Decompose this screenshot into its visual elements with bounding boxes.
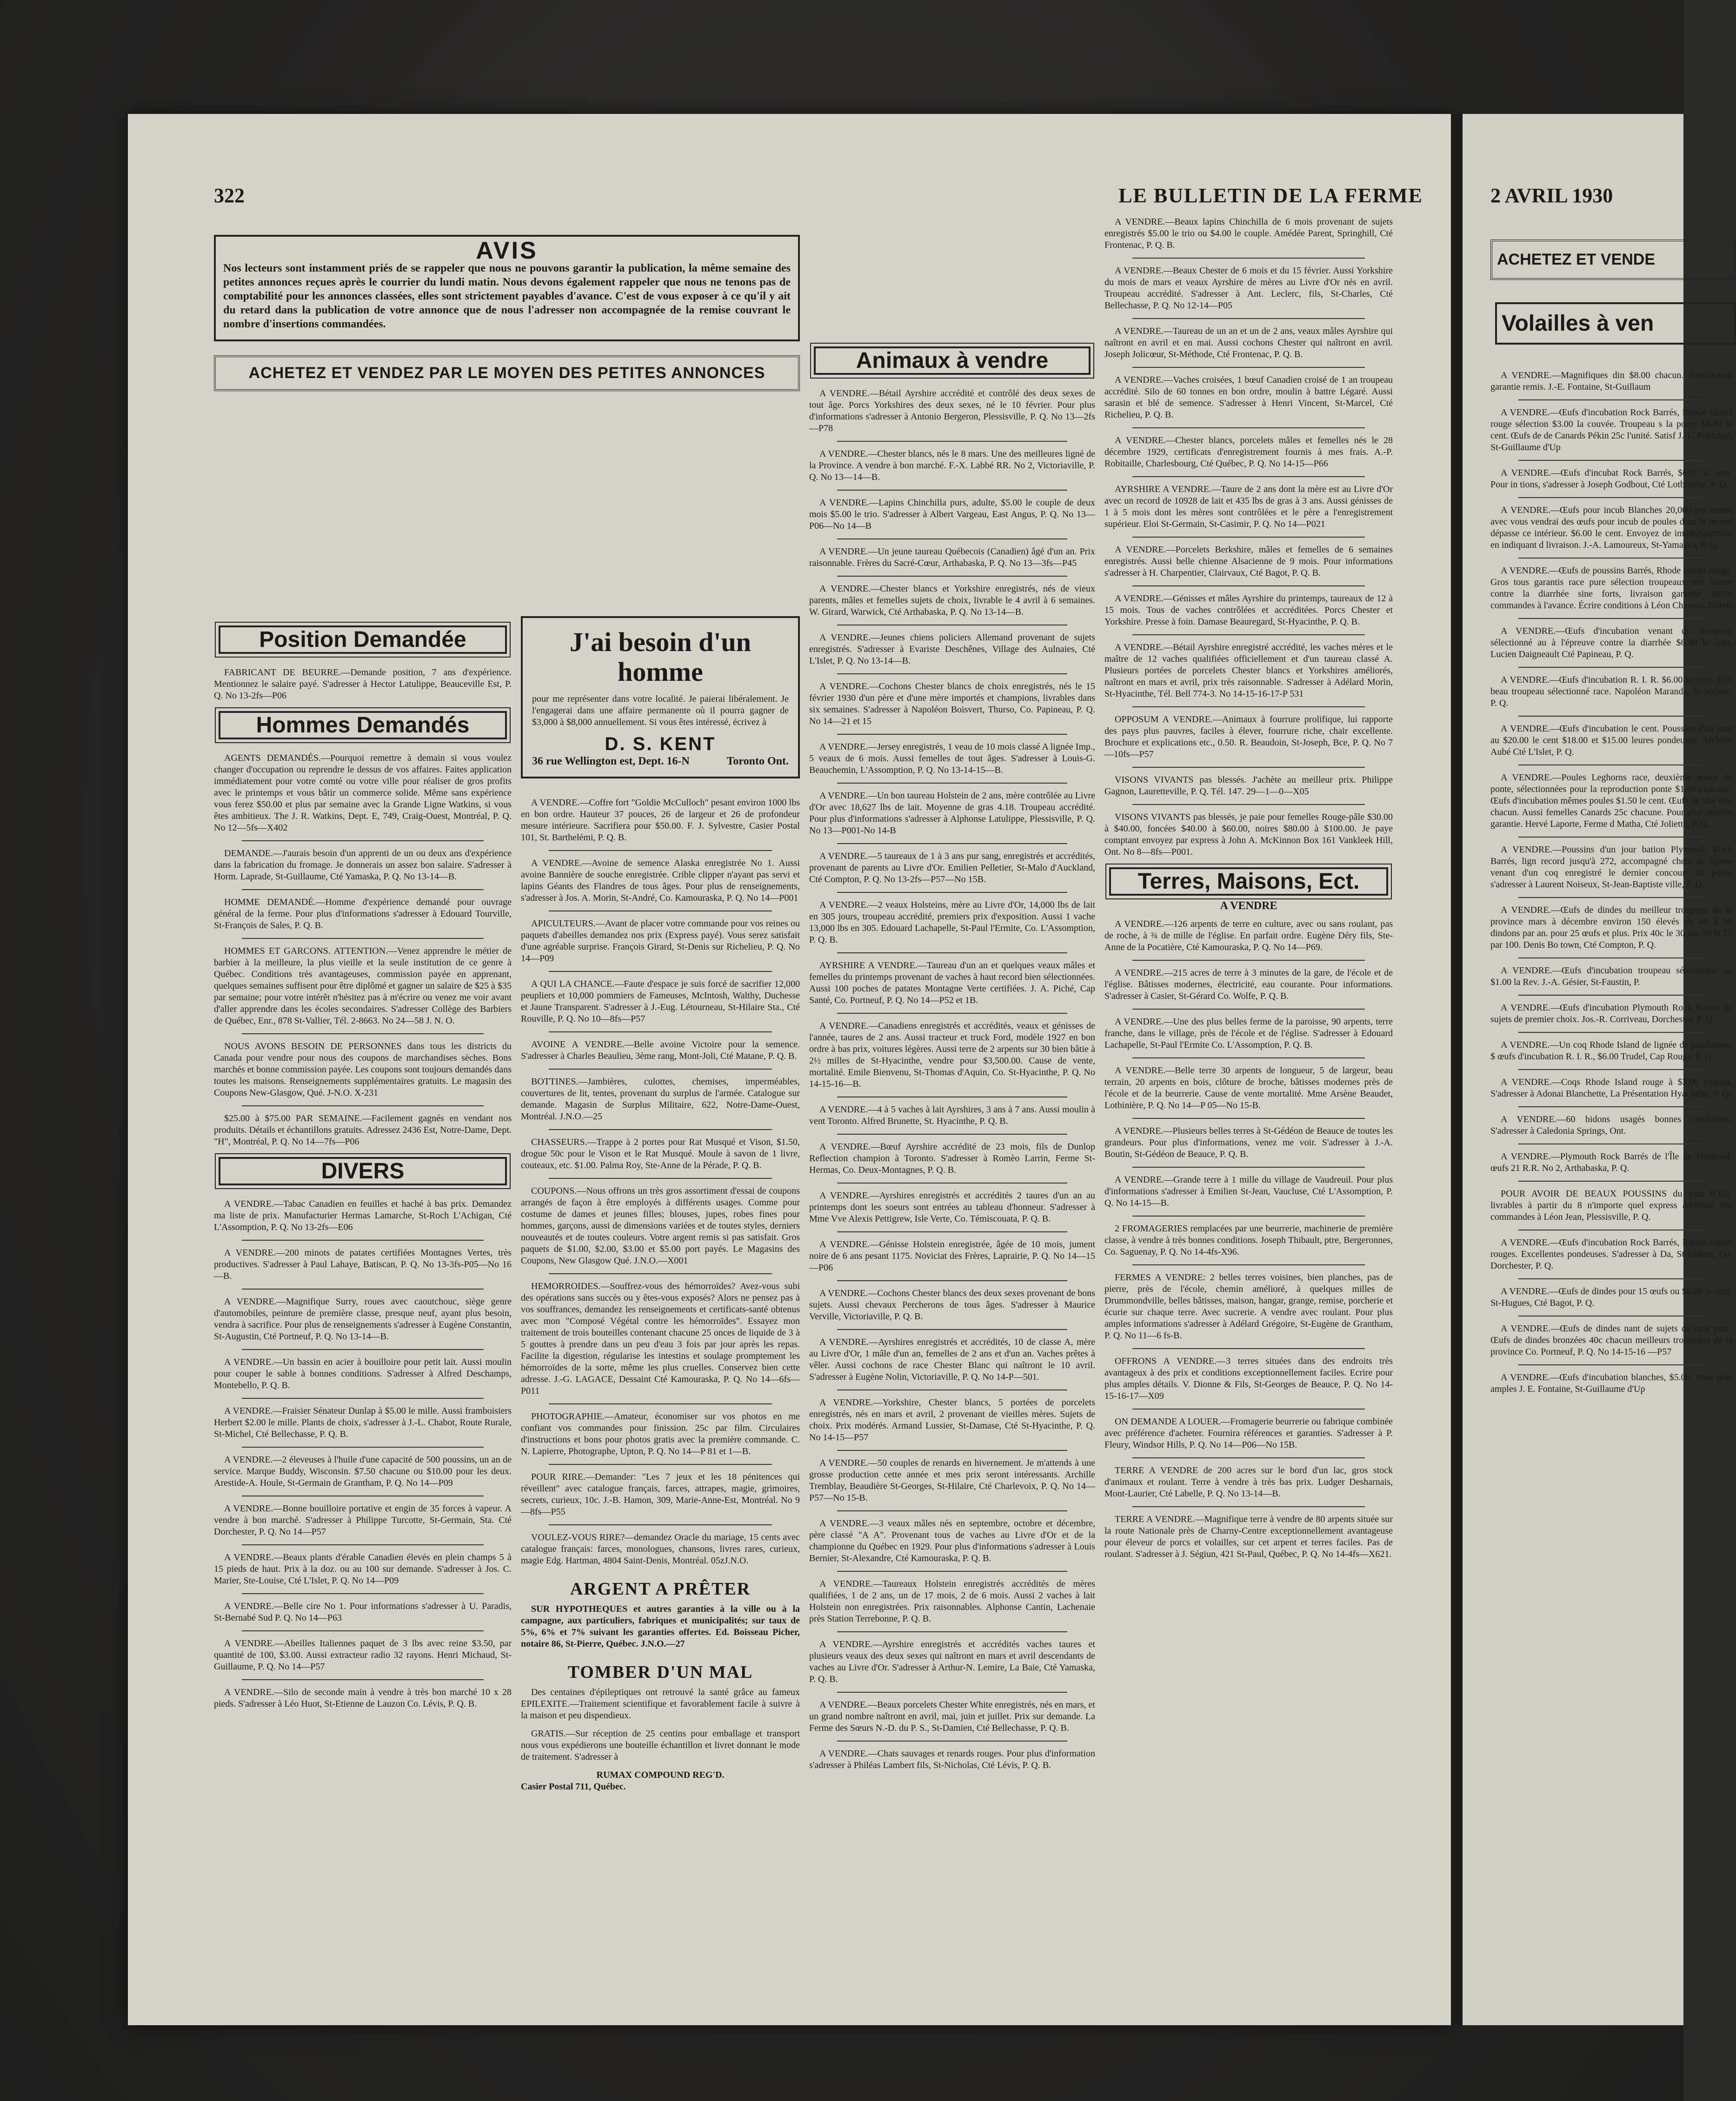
classified-ad: A VENDRE.—Œufs d'incubation Rock Barrés, Rhode Island rouges. Excellentes pondeuses. S'adresser à Da, St-Isidore, Co. Dorchester, P. Q.	[1490, 1237, 1732, 1271]
ad-divider	[837, 441, 1067, 442]
classified-ad: A VENDRE.—Un bon taureau Holstein de 2 ans, mère contrôlée au Livre d'Or avec 18,627 lbs de lait. Moyenne de gras 4.18. Troupeau accrédité. Pour plus d'informations s'adresser à Alphonse Latulippe, Plessisville, P. Q. No 13—P001-No 14-B	[809, 791, 1095, 836]
classified-ad: A VENDRE.—Œufs de dindes nant de sujets de race pure. Œufs de dindes bronzées 40c chacun meilleurs troupeaux de la province Co. Portneuf, P. Q. No 14-15-16 —P57	[1490, 1323, 1732, 1357]
mal-address: Casier Postal 711, Québec.	[521, 1782, 626, 1792]
classified-ad: A VENDRE.—Poussins d'un jour bation Plymouth Rock Barrés, lign record jusqu'à 272, accompagné chets de lignée venant d'un coq enregistré le dernier concours de ponte s'adresser à Laurent Noiseux, St-Jean-Baptiste ville, P. Q.	[1490, 844, 1732, 890]
classified-ad: A VENDRE.—Œufs d'incubation blanches, $5.00. Pour plus amples J. E. Fontaine, St-Guillaume d'Up	[1490, 1372, 1732, 1394]
volailles-ads	[1490, 370, 1732, 1402]
ad-divider	[837, 673, 1067, 674]
classified-ad: A VENDRE.—Œufs de dindes du meilleur troupeau de la province mars à décembre environ 150 élevés de 40 à 50 dindons par an. pour 25 œufs et plus. Prix 40c le 30 par 50 et 25 par 100. Denis Bo town, Cté Compton, P. Q.	[1490, 905, 1732, 950]
page-number: 322	[214, 184, 245, 207]
classified-ad: A VENDRE.—Cochons Chester blancs de choix enregistrés, nés le 15 février 1930 d'un père et d'une mère importés et champions, livrables dans six semaines. S'adresser à Napoléon Boisvert, Thurso, Co. Papineau, P. Q. No 14—21 et 15	[809, 681, 1095, 726]
classified-ad: FABRICANT DE BEURRE.—Demande position, 7 ans d'expérience. Mentionnez le salaire payé. S'adresser à Hector Latulippe, Beauceville Est, P. Q. No 13-2fs—P06	[214, 667, 512, 701]
ad-divider	[1518, 837, 1704, 838]
ad-divider	[1132, 1009, 1365, 1010]
column-4-ads	[1104, 216, 1393, 858]
classified-ad: A VENDRE.—Œufs d'incubation troupeau sélectionné au $1.00 la Rev. J.-A. Gésier, St-Faustin, P.	[1490, 965, 1732, 987]
ad-divider	[549, 1464, 772, 1465]
position-ads	[214, 667, 512, 702]
ad-divider	[837, 576, 1067, 577]
ad-divider	[549, 1524, 772, 1525]
ad-divider	[1132, 1348, 1365, 1349]
besoin-title: J'ai besoin d'un homme	[569, 627, 752, 687]
ad-divider	[1518, 497, 1704, 498]
classified-ad: APICULTEURS.—Avant de placer votre commande pour vos reines ou paquets d'abeilles demandez nos prix (Express payé). Vous serez satisfait d'une agréable surprise. François Girard, St-Denis sur Richelieu, P. Q. No 14—P09	[521, 918, 800, 964]
classified-ad: A VENDRE.—Œufs d'incubation le cent. Poussins d'un jour au $20.00 le cent $18.00 et $15.00 leures pondeuses. Archille Aubé Cté L'Islet, P. Q.	[1490, 724, 1732, 757]
classified-ad: AYRSHIRE A VENDRE.—Taureau d'un an et quelques veaux mâles et femelles du printemps provenant de vaches à haut record bien sélectionnées. Aussi 100 poches de patates Montagne Verte certifiées. J. A. Piché, Cap Santé, Co. Portneuf, P. Q. No 14—P52 et 1B.	[809, 960, 1095, 1005]
classified-ad: A VENDRE.—Œufs pour incub Blanches 20,000 par année avec vous vendrai des œufs pour incub de poules dont le record dépasse ce intérieur. $6.00 le cent. Envoyez de immédiatement en indiquant d livraison. J.-A. Lamoureux, St-Yamaska, P. Q.	[1490, 505, 1732, 550]
mal-title: TOMBER D'UN MAL	[567, 1662, 753, 1682]
ad-divider	[242, 1593, 484, 1594]
classified-ad: A VENDRE.—Grande terre à 1 mille du village de Vaudreuil. Pour plus d'informations s'adresser à Emilien St-Jean, Vaucluse, Cté L'Assomption, P. Q. No 14-15—B.	[1104, 1175, 1393, 1208]
page-title: LE BULLETIN DE LA FERME	[1118, 184, 1423, 207]
classified-ad: A VENDRE.—Jersey enregistrés, 1 veau de 10 mois classé A lignée Imp., 5 veaux de 6 mois. Aussi femelles de tout âges. S'adresser à Louis-G. Beauchemin, L'Assomption, P. Q. No 13-14-15—B.	[809, 742, 1095, 775]
classified-ad: A VENDRE.—Canadiens enregistrés et accrédités, veaux et génisses de l'année, taures de 2 ans. Aussi tracteur et truck Ford, modèle 1927 en bon ordre à bas prix, voitures légères. Aussi terre de 2 arpents sur 30 bien bâtie à 2½ milles de St-Hyacinthe, vendre pour $3,500.00. Cause de vente, mortalité. Emile Bienvenu, St-Thomas d'Aquin, Co. St-Hyacinthe, P. Q. No 14-15-16—B.	[809, 1021, 1095, 1089]
classified-ad: A VENDRE.—5 taureaux de 1 à 3 ans pur sang, enregistrés et accrédités, provenant de parents au Livre d'Or. Emilien Pelletier, St-Malo d'Auckland, Cté Compton, P. Q. No 13-2fs—P57—No 15B.	[809, 851, 1095, 884]
classified-ad: A VENDRE.—Poules Leghorns race, deuxième année de ponte, sélectionnées pour la reproduction ponte $1.50 chacune. Œufs d'incubation mêmes poules $1.50 le cent. Œufs de alsé 60e chacun. Aussi femelles Canards 25c chacune. Pour plus amples garantie. Hervé Laporte, Ferme d Matha, Cté Joliette, P. Q.	[1490, 772, 1732, 829]
ad-divider	[837, 734, 1067, 735]
ad-divider	[1132, 318, 1365, 319]
classified-ad: PHOTOGRAPHIE.—Amateur, économiser sur vos photos en me confiant vos commandes pour finission. 25c par film. Circulaires d'instructions et bons pour photos gratis avec la première commande. C. N. Lapierre, Photographe, Upton, P. Q. No 14—P 81 et 1—B.	[521, 1411, 800, 1456]
avis-area	[214, 235, 800, 408]
classified-ad: A VENDRE.—Œufs d'incubation Plymouth Rock Barrés de sujets de premier choix. Jos.-R. Corriveau, Dorchester, P. Q.	[1490, 1003, 1732, 1024]
terres-ads	[1104, 918, 1393, 1560]
avis-box	[214, 235, 800, 341]
ad-divider	[837, 1134, 1067, 1135]
column-2	[521, 616, 800, 1793]
ad-divider	[837, 1231, 1067, 1232]
classified-ad: A VENDRE.—Génisses et mâles Ayrshire du printemps, taureaux de 12 à 15 mois. Tous de vaches contrôlées et accréditées. Porcs Chester et Yorkshire. Presse à foin. Damase Beauregard, St-Hyacinthe, P. Q. B.	[1104, 593, 1393, 627]
besoin-address	[532, 756, 789, 767]
ad-divider	[837, 1280, 1067, 1281]
classified-ad: AYRSHIRE A VENDRE.—Taure de 2 ans dont la mère est au Livre d'Or avec un record de 10928 de lait et 435 lbs de gras à 3 ans. Aussi génisses de 1 à 5 mois dont les mères sont contrôlées et le père a l'enregistrement supérieur. Eloi St-Germain, St-Casimir, P. Q. No 14—P021	[1104, 484, 1393, 529]
ad-divider	[549, 1031, 772, 1032]
classified-ad: A VENDRE.—Ayrshires enregistrés et accrédités 2 taures d'un an au printemps dont les soeurs sont entrées au tableau d'honneur. S'adresser à Mme Vve Alexis Pettigrew, Isle Verte, Co. Témiscouata, P. Q. B.	[809, 1190, 1095, 1224]
ad-divider	[1518, 995, 1704, 996]
classified-ad: A VENDRE.—Beaux Chester de 6 mois et du 15 février. Aussi Yorkshire du mois de mars et veaux Ayrshire de mères au Livre d'Or nés en avril. Troupeau accrédité. S'adresser à Ant. Leclerc, fils, St-Charles, Cté Bellechasse, P. Q. No 12-14—P05	[1104, 266, 1393, 311]
classified-ad: A VENDRE.—Magnifiques din $8.00 chacun. Satisfaction garantie remis. J.-E. Fontaine, St-Guillaum	[1490, 370, 1732, 392]
argent-text: SUR HYPOTHEQUES et autres garanties à la ville ou à la campagne, aux particuliers, fabriques et municipalités; sur taux de 5%, 6% et 7% suivant les garanties offertes. Ed. Boisseau Picher, notaire 86, St-Pierre, Québec. J.N.O.—27	[521, 1604, 800, 1649]
ad-divider	[1518, 897, 1704, 898]
classified-ad: A VENDRE.—Œufs d'incubation Rock Barrés, Rhode Island rouge sélection $3.00 la couvée. Troupeau s la ponte $6.00 le cent. Œufs de de Canards Pékin 25c l'unité. Satisf J.-E. Fontaine, St-Guillaume d'Up	[1490, 407, 1732, 452]
section-hommes-demandes: Hommes Demandés	[219, 711, 507, 739]
ad-divider	[1132, 1167, 1365, 1168]
classified-ad: A VENDRE.—Jeunes chiens policiers Allemand provenant de sujets enregistrés. S'adresser à Evariste Deschênes, Village des Aulnaies, Cté L'Islet, P. Q. No 13-14—B.	[809, 632, 1095, 666]
terres-subhead: A VENDRE	[1220, 900, 1277, 912]
ad-divider	[242, 1544, 484, 1545]
section-divers: DIVERS	[219, 1157, 507, 1185]
ad-divider	[837, 1510, 1067, 1511]
besoin-text: pour me représenter dans votre localité. Je paierai libéralement. Je l'engagerai dans une affaire permanente où il pourra gagner de $3,000 à $8,000 annuellement. Si vous êtes intéressé, écrivez à	[532, 694, 789, 727]
classified-ad: AGENTS DEMANDÉS.—Pourquoi remettre à demain si vous voulez changer d'occupation ou reprendre le dessus de vos affaires. Faites application immédiatement pour votre comté ou votre ville pour réaliser de gros profits avec le printemps et vous bâtir un commerce solide. Même sans expérience vous ferez $50.00 et plus par semaine avec la Grande Ligne Watkins, si vous êtes ambitieux. The J. R. Watkins, Dept. E, 749, Craig-Ouest, Montréal, P. Q. No 12—5fs—X402	[214, 753, 512, 833]
besoin-firm: D. S. KENT	[605, 734, 716, 754]
avis-title: AVIS	[476, 237, 538, 264]
classified-ad: A VENDRE.—Bœuf Ayrshire accrédité de 23 mois, fils de Dunlop Reflection champion à Toronto. S'adresser à Romèo Larrin, Ferme St-Hermas, Co. Deux-Montagnes, P. Q. B.	[809, 1142, 1095, 1175]
classified-ad: A VENDRE.—Ayrshires enregistrés et accrédités, 10 de classe A, mère au Livre d'Or, 1 mâle d'un an, femelles de 2 ans et d'un an. Vaches prêtes à vêler. Aussi cochons de race Chester Blanc qui naîtront le 10 avril. S'adresser à Eugène Nolin, Victoriaville, P. Q. No 14-P—501.	[809, 1337, 1095, 1382]
classified-ad: A VENDRE.—Œufs d'incubation R. I. R. $6.00 le cent. Très beau troupeau sélectionné race. Napoléon Maranda, St-Isidore, P. Q.	[1490, 675, 1732, 708]
classified-ad: A VENDRE.—Beaux porcelets Chester White enregistrés, nés en mars, et un grand nombre naîtront en avril, mai, juin et juillet. Prix sur demande. La Ferme des Sœurs N.-D. du P. S., St-Damien, Cté Bellechasse, P. Q. B.	[809, 1700, 1095, 1733]
ad-divider	[837, 892, 1067, 893]
ad-divider	[1132, 1264, 1365, 1265]
classified-ad: A VENDRE.—Œufs d'incubation venant du troupeau sélectionné au à l'épreuve contre la diarrhée $6.00 le cent. Lucien Daigneault Cté Papineau, P. Q.	[1490, 626, 1732, 659]
classified-ad: TERRE A VENDRE de 200 acres sur le bord d'un lac, gros stock d'animaux et roulant. Terre à vendre à très bas prix. Ludger Desharnais, Mont-Laurier, Cté Labelle, P. Q. No 13-14—B.	[1104, 1465, 1393, 1499]
classified-ad: TERRE A VENDRE.—Magnifique terre à vendre de 80 arpents située sur la route Nationale près de Charny-Centre exceptionnellement avantageuse pour éleveur de porcs et volailles, sur cet arpent et terres faciles. Pas de roulant. S'adresser à J. Ségiun, 421 St-Paul, Québec, P. Q. No 14-4fs—X621.	[1104, 1514, 1393, 1559]
classified-ad: A VENDRE.—Yorkshire, Chester blancs, 5 portées de porcelets enregistrés, nés en mars et avril, 2 provenant de vieilles mères. Sujets de choix. Prix modérés. Armand Lussier, St-Damase, Cté St-Hyacinthe, P. Q. No 14-15—P57	[809, 1397, 1095, 1443]
ad-divider	[1132, 537, 1365, 538]
classified-ad: FERMES A VENDRE: 2 belles terres voisines, bien planches, pas de pierre, près de l'école, chemin amélioré, à quelques milles de Drummondville, belles bâtisses, maison, hangar, grange, remise, porcherie et écurie sur chaque terre. Avec sucrerie. A vendre avec roulant. Pour plus amples informations s'adresser à Adélard Grégoire, St-Eugène de Grantham, P. Q. No 11—6 fs-B.	[1104, 1272, 1393, 1341]
classified-ad: A QUI LA CHANCE.—Faute d'espace je suis forcé de sacrifier 12,000 peupliers et 10,000 pommiers de Fameuses, McIntosh, Walthy, Duchesse et Jaune Transparent. S'adresser à J.-Eug. Létourneau, St-Hilaire Sta., Cté Rouville, P. Q. No 10—8fs—P57	[521, 979, 800, 1024]
section-animaux: Animaux à vendre	[814, 346, 1091, 375]
ad-divider	[837, 1692, 1067, 1693]
hommes-ads	[214, 752, 512, 1148]
ad-divider	[837, 843, 1067, 844]
ad-divider	[1518, 667, 1704, 668]
ad-divider	[242, 840, 484, 841]
ad-divider	[549, 1403, 772, 1404]
classified-ad: VISONS VIVANTS pas blessés, je paie pour femelles Rouge-pâle $30.00 à $40.00, foncées $40.00 à $60.00, noires $80.00 à $100.00. Je paye comptant envoyez par express à John A. McKinnon Box 161 Vankleek Hill, Ont. No 8—8fs—P001.	[1104, 812, 1393, 857]
ad-divider	[837, 952, 1067, 953]
ad-divider	[1132, 1457, 1365, 1458]
ad-divider	[1518, 716, 1704, 717]
classified-ad: A VENDRE.—2 veaux Holsteins, mère au Livre d'Or, 14,000 lbs de lait en 305 jours, troupeau accrédité, premiers prix d'exposition. Aussi 1 vache 13,000 lbs en 305. Edouard Lachapelle, St-Paul l'Ermite, Co. L'Assomption, P. Q. B.	[809, 900, 1095, 945]
classified-ad: 2 FROMAGERIES remplacées par une beurrerie, machinerie de première classe, à vendre à très bonnes conditions. Joseph Thibault, ptre, Bergeronnes, Co. Saguenay, P. Q. No 14-4fs-X96.	[1104, 1223, 1393, 1257]
classified-ad: A VENDRE.—50 couples de renards en hivernement. Je m'attends à une grosse production cette année et mes prix seront intéressants. Archille Tremblay, Beaudière St-Georges, St-Hilaire, Cté Charlevoix, P. Q. No 14—P57—No 15-B.	[809, 1458, 1095, 1503]
classified-ad: A VENDRE.—Vaches croisées, 1 bœuf Canadien croisé de 1 an troupeau accrédité. Silo de 60 tonnes en bon ordre, moulin à battre Légaré. Aussi sarasin et blé de semence. S'adresser à Henri Vincent, St-Marcel, Cté Richelieu, P. Q. B.	[1104, 375, 1393, 420]
classified-ad: AVOINE A VENDRE.—Belle avoine Victoire pour la semence. S'adresser à Charles Beaulieu, 3ème rang, Mont-Joli, Cté Matane, P. Q. B.	[521, 1039, 800, 1061]
ad-divider	[1518, 1278, 1704, 1279]
ad-divider	[1132, 476, 1365, 477]
page-header	[214, 184, 1423, 212]
newspaper-page	[128, 114, 1451, 2025]
besoin-street: 36 rue Wellington est, Dept. 16-N	[532, 755, 690, 767]
ad-divider	[1132, 804, 1365, 805]
ad-divider	[242, 1398, 484, 1399]
ad-divider	[1518, 1364, 1704, 1365]
mal-firm: RUMAX COMPOUND REG'D.	[596, 1770, 725, 1780]
ad-divider	[1132, 427, 1365, 428]
ad-divider	[1132, 767, 1365, 768]
classified-ad: A VENDRE.—Abeilles Italiennes paquet de 3 lbs avec reine $3.50, par quantité de 100, $3.00. Aussi extracteur radio 32 rayons. Henri Michaud, St-Guillaume, P. Q. No 14—P57	[214, 1638, 512, 1672]
ad-divider	[1132, 367, 1365, 368]
ad-divider	[1132, 960, 1365, 961]
classified-ad: A VENDRE.—Belle terre 30 arpents de longueur, 5 de largeur, beau terrain, 20 arpents en bois, clôture de broche, bâtisses modernes près de l'école et de la beurrerie. Cause de vente mortalité. Mme Arsène Beaudet, Lotbinière, P. Q. No 14—P 05—No 15-B.	[1104, 1065, 1393, 1110]
column-4	[1104, 216, 1393, 1567]
ad-divider	[242, 1349, 484, 1350]
ad-divider	[242, 1105, 484, 1106]
argent-title: ARGENT A PRÊTER	[570, 1579, 751, 1599]
column-3	[809, 235, 1095, 1778]
adjacent-date: 2 AVRIL 1930	[1490, 184, 1613, 207]
classified-ad: A VENDRE.—Bétail Ayrshire enregistré accrédité, les vaches mères et le maître de 12 vaches qualifiées officiellement et d'un taureau classé A. Plusieurs portées de porcelets Chester blancs et Yorkshires améliorés, naîtront en mars et avril, prix très raisonnable. S'adresser à Adélard Morin, St-Hyacinthe, Tél. Bell 774-3. No 14-15-16-17-P 531	[1104, 642, 1393, 699]
classified-ad: A VENDRE.—60 bidons usagés bonnes conditions. S'adresser à Caledonia Springs, Ont.	[1490, 1114, 1732, 1136]
classified-ad: A VENDRE.—Chats sauvages et renards rouges. Pour plus d'information s'adresser à Philéas Lambert fils, St-Nicholas, Cté Lévis, P. Q. B.	[809, 1749, 1095, 1770]
classified-ad: VOULEZ-VOUS RIRE?—demandez Oracle du mariage, 15 cents avec catalogue français: farces, monologues, chansons, livres rares, curieux, magie Edg. Hartman, 4804 Saint-Denis, Montréal. 05zJ.N.O.	[521, 1532, 800, 1566]
besoin-city: Toronto Ont.	[726, 755, 789, 767]
ad-divider	[1132, 1216, 1365, 1217]
ad-divider	[837, 1741, 1067, 1742]
ad-divider	[837, 1571, 1067, 1572]
ad-divider	[242, 1630, 484, 1631]
animaux-ads	[809, 388, 1095, 1771]
ad-divider	[1132, 706, 1365, 707]
classified-ad: A VENDRE.—Génisse Holstein enregistrée, âgée de 10 mois, jument noire de 6 ans pesant 1175. Noviciat des Frères, Laprairie, P. Q. No 14—15—P06	[809, 1239, 1095, 1273]
buy-sell-banner: ACHETEZ ET VENDEZ PAR LE MOYEN DES PETITES ANNONCES	[214, 355, 800, 391]
ad-divider	[1132, 1409, 1365, 1410]
classified-ad: A VENDRE.—Porcelets Berkshire, mâles et femelles de 6 semaines enregistrés. Aussi belle chienne Alsacienne de 9 mois. Pour informations s'adresser à H. Charpentier, Clairvaux, Cté Bagot, P. Q. B.	[1104, 545, 1393, 578]
ad-divider	[1518, 1069, 1704, 1070]
ad-divider	[1132, 1057, 1365, 1058]
classified-ad: A VENDRE.—Beaux plants d'érable Canadien élevés en plein champs 5 à 15 pieds de haut. Prix à la doz. ou au 100 sur demande. S'adresser à Jos. C. Marier, Ste-Louise, Cté L'Islet, P. Q. No 14—P09	[214, 1552, 512, 1586]
ad-divider	[1518, 460, 1704, 461]
ad-divider	[1132, 585, 1365, 586]
classified-ad: A VENDRE.—Bonne bouilloire portative et engin de 35 forces à vapeur. A vendre à bon marché. S'adresser à Philippe Turcotte, St-Germain, Sta. Cté Dorchester, P. Q. No 14—P57	[214, 1503, 512, 1537]
classified-ad: A VENDRE.—Plymouth Rock Barrés de l'Île de Montréal, œufs 21 R.R. No 2, Arthabaska, P. Q.	[1490, 1151, 1732, 1173]
classified-ad: A VENDRE.—Un bassin en acier à bouilloire pour petit lait. Aussi moulin pour couper le sable à bonnes conditions. S'adresser à Alfred Deschamps, Montebello, P. Q. B.	[214, 1357, 512, 1390]
ad-divider	[837, 783, 1067, 784]
classified-ad: A VENDRE.—Silo de seconde main à vendre à très bon marché 10 x 28 pieds. S'adresser à Léo Huot, St-Etienne de Lauzon Co. Lévis, P. Q. B.	[214, 1687, 512, 1709]
classified-ad: A VENDRE.—Cochons Chester blancs des deux sexes provenant de bons sujets. Aussi chevaux Percherons de tous âges. S'adresser à Maurice Verville, Victoriaville, P. Q. B.	[809, 1288, 1095, 1322]
ad-divider	[1132, 634, 1365, 635]
ad-divider	[1518, 957, 1704, 958]
section-terres: Terres, Maisons, Ect.	[1109, 867, 1388, 896]
classified-ad: ON DEMANDE A LOUER.—Fromagerie beurrerie ou fabrique combinée avec préférence d'acheter. Fournira références et garanties. S'adresser à P. Fleury, Windsor Hills, P. Q. No 14—P06—No 15B.	[1104, 1416, 1393, 1450]
classified-ad: A VENDRE.—200 minots de patates certifiées Montagnes Vertes, très productives. S'adresser à Paul Lahaye, Batiscan, P. Q. No 13-3fs-P05—No 16—B.	[214, 1248, 512, 1281]
classified-ad: A VENDRE.—Ayrshire enregistrés et accrédités vaches taures et plusieurs veaux des deux sexes qui naîtront en mars et avril descendants de vaches au Livre d'Or. S'adresser à Arthur-N. Lemire, La Baie, Cté Yamaska, P. Q. B.	[809, 1639, 1095, 1684]
besoin-ad-box	[521, 616, 800, 778]
ad-divider	[242, 938, 484, 939]
ad-divider	[242, 1240, 484, 1241]
classified-ad: OFFRONS A VENDRE.—3 terres situées dans des endroits très avantageux à des prix et conditions exceptionnellement faciles. Ecrire pour plus amples détails. V. Dionne & Fils, St-Georges de Beauce, P. Q. No 14-15-16-17—X09	[1104, 1356, 1393, 1401]
classified-ad: A VENDRE.—Bétail Ayrshire accrédité et contrôlé des deux sexes de tout âge. Porcs Yorkshires des deux sexes, né le 10 février. Pour plus d'informations s'adresser à Antonio Bergeron, Plessisville, P. Q. No 13—2fs—P78	[809, 388, 1095, 433]
ad-divider	[1132, 1118, 1365, 1119]
ad-divider	[242, 1447, 484, 1448]
ad-divider	[837, 1631, 1067, 1632]
ad-divider	[1518, 1032, 1704, 1033]
ad-divider	[837, 1329, 1067, 1330]
classified-ad: HOMMES ET GARCONS. ATTENTION.—Venez apprendre le métier de barbier à la meilleure, la plus vieille et la seule institution de ce genre à Québec. Conditions très avantageuses, commission payée en apprenant, quelques semaines suffisent pour être diplômé et gagner un salaire de $25 à $35 par semaine; pour votre intérêt n'hésitez pas à m'écrire ou venez me voir avant d'aller apprendre dans les écoles secondaires. S'adresser Collège des Barbiers de Québec, Enr., 878 St-Vallier, Tél. 2-8663. No 24—58 J. N. O.	[214, 946, 512, 1026]
column-2-ads	[521, 797, 800, 1567]
classified-ad: A VENDRE.—Lapins Chinchilla purs, adulte, $5.00 le couple de deux mois $5.00 le trio. S'adresser à Albert Vargeau, East Angus, P. Q. No 13—P06—No 14—B	[809, 498, 1095, 531]
classified-ad: DEMANDE.—J'aurais besoin d'un apprenti de un ou deux ans d'expérience dans la fabrication du fromage. Je donnerais un assez bon salaire. S'adresser à Horm. Laprade, St-Guillaume, Cté Yamaska, P. Q. No 13-14—B.	[214, 848, 512, 882]
ad-divider	[1518, 1106, 1704, 1107]
classified-ad: A VENDRE.—Œufs d'incubat Rock Barrés, $6.00 le cent. Pour in tions, s'adresser à Joseph Godbout, Cté Lotbinière, P. Q.	[1490, 468, 1732, 490]
classified-ad: A VENDRE.—Coqs Rhode Island rouge à $3.00 chacun. S'adresser à Adonai Blanchette, La Présentation Hyacinthe, P. Q.	[1490, 1077, 1732, 1099]
classified-ad: BOTTINES.—Jambières, culottes, chemises, imperméables, couvertures de lit, tentes, provenant du surplus de l'armée. Catalogue sur demande. Magasin de Surplus Militaire, 622, Notre-Dame-Ouest, Montréal. J.N.O.—25	[521, 1077, 800, 1122]
classified-ad: A VENDRE.—3 veaux mâles nés en septembre, octobre et décembre, père classé "A A". Provenant tous de vaches au Livre d'Or et de la championne du Québec en 1929. Pour plus d'informations s'adresser à Louis Bernier, St-Alexandre, Cté Kamouraska, P. Q. B.	[809, 1518, 1095, 1563]
classified-ad: $25.00 à $75.00 PAR SEMAINE.—Facilement gagnés en vendant nos produits. Détails et échantillons gratuits. Adressez 2436 Est, Notre-Dame, Dept. "H", Montréal, P. Q. No 14—7fs—P06	[214, 1113, 512, 1147]
ad-divider	[1132, 1506, 1365, 1507]
classified-ad: A VENDRE.—Fraisier Sénateur Dunlap à $5.00 le mille. Aussi framboisiers Herbert $2.00 le mille. Plants de choix, s'adresser à J.-L. Chabot, Route Rurale, St-Michel, Cté Bellechasse, P. Q. B.	[214, 1406, 512, 1439]
ad-divider	[549, 1273, 772, 1274]
classified-ad: A VENDRE.—Magnifique Surry, roues avec caoutchouc, siège genre d'automobiles, peinture de première classe, presque neuf, ayant plus besoin, vendra à sacrifice. Pour plus de renseignements s'adresser à Eugène Constantin, St-Augustin, Cté Portneuf, P. Q. No 13-14—B.	[214, 1297, 512, 1342]
classified-ad: NOUS AVONS BESOIN DE PERSONNES dans tous les districts du Canada pour vendre pour nous des coupons de marchandises sèches. Bons marchés et bonne commission payée. Les coupons sont toujours demandés dans toutes les maisons. Renseignements supplémentaires gratuits. Le magasin des Coupons New-Glasgow, Qué. J-N.O. X-231	[214, 1041, 512, 1098]
classified-ad: HEMORROIDES.—Souffrez-vous des hémorroïdes? Avez-vous subi des opérations sans succès ou y êtes-vous exposés? Alors ne pensez pas à vos souffrances, demandez les renseignements et certificats-santé obtenus avec mon "Composé Végétal contre les hémorroïdes". Essayez mon traitement de trois bouteilles contenant chacune 25 onces de liquide de 3 à 5 gouttes à prendre dans un peu d'eau 3 fois par jour après les repas. Facilite la digestion, régularise les intestins et soulage promptement les hémorroïdes de la sorte, même les plus cruelles. Conservez bien cette adresse. J.-G. LAGACE, Dessaint Cté Kamouraska, P. Q. No 14—6fs—P011	[521, 1281, 800, 1396]
adjacent-banner: ACHETEZ ET VENDE	[1490, 239, 1736, 280]
ad-divider	[1518, 399, 1704, 400]
ad-divider	[1518, 618, 1704, 619]
ad-divider	[242, 1033, 484, 1034]
ad-divider	[549, 1129, 772, 1130]
divers-ads	[214, 1198, 512, 1710]
classified-ad: A VENDRE.—Plusieurs belles terres à St-Gédéon de Beauce de toutes les grandeurs. Pour plus d'informations, venez me voir. S'adresser à J.-A. Boutin, St-Gédéon de Beauce, P. Q. B.	[1104, 1126, 1393, 1159]
classified-ad: POUR RIRE.—Demander: "Les 7 jeux et les 18 pénitences qui réveillent" avec catalogue français, farces, attrapes, magie, grimoires, secrets, curieux, 10c. J.-B. Hamon, 309, Marie-Anne-Est, Montréal. No 9—8fs—P55	[521, 1472, 800, 1517]
classified-ad: A VENDRE.—Beaux lapins Chinchilla de 6 mois provenant de sujets enregistrés $5.00 le trio ou $4.00 le couple. Amédée Parent, Springhill, Cté Frontenac, P. Q. B.	[1104, 217, 1393, 250]
classified-ad: OPPOSUM A VENDRE.—Animaux à fourrure prolifique, lui rapporte des pays plus pauvres, faciles à élever, fourrure riche, chair excellente. Brochure et explications etc., 0.50. R. Beaudoin, St-Joseph, Bce, P. Q. No 7—10fs—P57	[1104, 714, 1393, 759]
page-gutter	[1451, 114, 1463, 2025]
ad-divider	[549, 1069, 772, 1070]
classified-ad: A VENDRE.—Belle cire No 1. Pour informations s'adresser à U. Paradis, St-Bernabé Sud P. Q. No 14—P63	[214, 1601, 512, 1623]
ad-divider	[1132, 258, 1365, 259]
ad-divider	[242, 1679, 484, 1680]
mal-text-2: GRATIS.—Sur réception de 25 centins pour emballage et transport nous vous expédierons une bouteille échantillon et livret donnant le mode de traitement. S'adresser à	[521, 1729, 800, 1762]
classified-ad: POUR AVOIR DE BEAUX POUSSINS du jour R.I.R. livrables à partir du 8 n'importe quel express adressez vos commandes à Léon Jean, Plessisville, P. Q.	[1490, 1189, 1732, 1222]
classified-ad: A VENDRE.—Une des plus belles ferme de la paroisse, 90 arpents, terre franche, dans le village, près de l'école et de l'église. S'adresser à Edouard Lachapelle, St-Paul l'Ermite Co. L'Assomption, P. Q. B.	[1104, 1017, 1393, 1050]
classified-ad: A VENDRE.—Œufs de dindes pour 15 œufs ou $6.00 le cent. St-Hugues, Cté Bagot, P. Q.	[1490, 1286, 1732, 1308]
classified-ad: A VENDRE.—Avoine de semence Alaska enregistrée No 1. Aussi avoine Bannière de souche enregistrée. Crible clipper n'ayant pas servi et lapins Géants des Flandres de tous âges. Pour plus de renseignements, s'adresser à Jos. A. Morin, St-André, Co. Kamouraska, P. Q. No 14—P001	[521, 858, 800, 903]
avis-text: Nos lecteurs sont instamment priés de se rappeler que nous ne pouvons garantir la publication, la même semaine des petites annonces reçues après le courrier du lundi matin. Nous devons également rappeler que nous ne tenons pas de comptabilité pour les annonces classées, elles sont strictement payables d'avance. C'est de vous exposer à ce qu'il y ait du retard dans la publication de votre annonce que de nous l'adresser non accompagnée de la remise couvrant le nombre d'insertions commandées.	[223, 262, 791, 330]
classified-ad: A VENDRE.—215 acres de terre à 3 minutes de la gare, de l'école et de l'église. Bâtisses modernes, électricité, eau courante. Pour informations. S'adresser à Casier, St-Gérard Co. Wolfe, P. Q. B.	[1104, 968, 1393, 1001]
classified-ad: VISONS VIVANTS pas blessés. J'achète au meilleur prix. Philippe Gagnon, Lauretteville, P. Q. Tél. 147. 29—1—0—X05	[1104, 775, 1393, 797]
ad-divider	[837, 1450, 1067, 1451]
classified-ad: A VENDRE.—4 à 5 vaches à lait Ayrshires, 3 ans à 7 ans. Aussi moulin à vent Toronto. Alfred Brunette, St. Hyacinthe, P. Q. B.	[809, 1104, 1095, 1126]
ad-divider	[549, 1178, 772, 1179]
classified-ad: A VENDRE.—2 éleveuses à l'huile d'une capacité de 500 poussins, un an de service. Marque Buddy, Wisconsin. $7.50 chacune ou $10.00 pour les deux. Arestide-A. Houle, St-Germain de Grantham, P. Q. No 14—P09	[214, 1455, 512, 1488]
classified-ad: A VENDRE.—Chester blancs et Yorkshire enregistrés, nés de vieux parents, mâles et femelles sujets de choix, livrable le 4 avril à 6 semaines. W. Girard, Warwick, Cté Arthabaska, P. Q. No 13-14—B.	[809, 584, 1095, 617]
ad-divider	[1518, 1181, 1704, 1182]
ad-divider	[242, 889, 484, 890]
mal-text: Des centaines d'épileptiques ont retrouvé la santé grâce au fameux EPILEXITE.—Traitement scientifique et favorablement facile à suivre à la maison et peu dispendieux.	[521, 1687, 800, 1721]
ad-divider	[837, 490, 1067, 491]
classified-ad: A VENDRE.—Taureaux Holstein enregistrés accrédités de mères qualifiées, 1 de 2 ans, un de 17 mois, 2 de 6 mois. Aussi 2 vaches à lait Holstein non enregistrées. Prix raisonnables. Alphonse Cantin, Lachenaie près Station Terrebonne, P. Q. B.	[809, 1579, 1095, 1624]
classified-ad: A VENDRE.—126 arpents de terre en culture, avec ou sans roulant, pas de roche, à ¾ de mille de l'église. En parfait ordre. Eugène Déry fils, Ste-Anne de la Pocatière, Cté Kamouraska, P. Q. No 14—P69.	[1104, 919, 1393, 952]
classified-ad: A VENDRE.—Un coq Rhode Island de lignée de pondeuses. $ œufs d'incubation R. I. R., $6.00 Trudel, Cap Rouge, P. Q.	[1490, 1040, 1732, 1062]
classified-ad: A VENDRE.—Tabac Canadien en feuilles et haché à bas prix. Demandez ma liste de prix. Manufacturier Hermas Lamarche, St-Roch L'Achigan, Cté L'Assomption, P. Q. No 13-2fs—E06	[214, 1199, 512, 1232]
classified-ad: A VENDRE.—Chester blancs, nés le 8 mars. Une des meilleures ligné de la Province. A vendre à bon marché. F.-X. Labbé RR. No 2, Victoriaville, P. Q. No 13—14—B.	[809, 449, 1095, 482]
classified-ad: CHASSEURS.—Trappe à 2 portes pour Rat Musqué et Vison, $1.50, drogue 50c pour le Vison et le Rat Musqué. Moule à savon de 1 livre, couteaux, etc. $1.00. Palma Roy, Ste-Anne de la Pérade, P. Q. B.	[521, 1137, 800, 1170]
classified-ad: A VENDRE.—Taureau de un an et un de 2 ans, veaux mâles Ayrshire qui naîtront en avril et en mai. Aussi cochons Chester qui naîtront en avril. Joseph Jolicœur, St-Méthode, Cté Frontenac, P. Q. B.	[1104, 326, 1393, 359]
column-1	[214, 616, 512, 1716]
classified-ad: HOMME DEMANDÉ.—Homme d'expérience demandé pour ouvrage général de la ferme. Pour plus d'informations s'adresser à Edouard Tourville, St-François de Sales, P. Q. B.	[214, 897, 512, 931]
classified-ad: A VENDRE.—Coffre fort "Goldie McCulloch" pesant environ 1000 lbs en bon ordre. Hauteur 37 pouces, 26 de largeur et 26 de profondeur mesure intérieure. Sacrifiera pour $50.00. F. J. Sylvestre, Casier Postal 101, St. Barthelémi, P. Q. B.	[521, 798, 800, 843]
section-volailles: Volailles à ven	[1495, 302, 1736, 345]
ad-divider	[549, 971, 772, 972]
ad-divider	[837, 1013, 1067, 1014]
ad-divider	[549, 850, 772, 851]
classified-ad: A VENDRE.—Un jeune taureau Québecois (Canadien) âgé d'un an. Prix raisonnable. Frères du Sacré-Cœur, Arthabaska, P. Q. No 13—3fs—P45	[809, 546, 1095, 568]
ad-divider	[242, 1289, 484, 1290]
classified-ad: A VENDRE.—Œufs de poussins Barrés, Rhode Island rouge. Gros tous garantis race pure sélection troupeaux très bonne contre la diarrhée sine forts, livraison garantie 100% commandes à l'avance. Écrire conditions à Léon Charron, Terreb	[1490, 565, 1732, 611]
section-position-demandee: Position Demandée	[219, 625, 507, 654]
classified-ad: COUPONS.—Nous offrons un très gros assortiment d'essai de coupons arrangés de façon à être employés à différents usages. Comme pour costume de dames et jeunes filles; blouses, jupes, robes fines pour hommes, garçons, aussi de dimensions variées et de toutes styles, derniers nouveautés et de toutes couleurs. Votre argent remis si pas satisfait. Gros paquets de $1.00, $2.00, $3.00 et $5.00 port payés. Le Magasins des Coupons, New Glasgow Qué. J.N.O.—X001	[521, 1186, 800, 1266]
classified-ad: A VENDRE.—Chester blancs, porcelets mâles et femelles nés le 28 décembre 1929, certificats d'enregistrement fournis à mes frais. A.-P. Robitaille, Charlesbourg, Cté Québec, P. Q. No 14-15—P66	[1104, 435, 1393, 469]
adjacent-page	[1463, 114, 1732, 2025]
